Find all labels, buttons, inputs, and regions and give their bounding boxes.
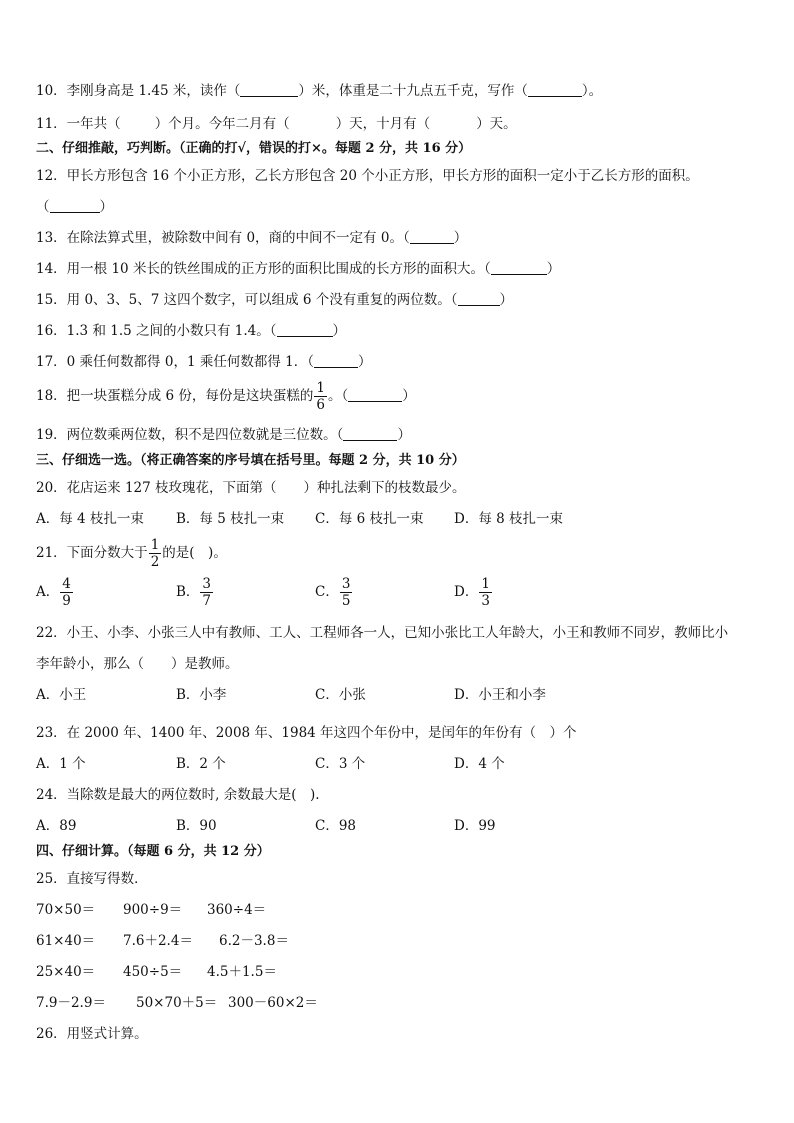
calc-item: 50×70＋5＝ <box>136 995 218 1011</box>
question-17: 17．0 乘任何数都得 0，1 乘任何数都得 1．（ ） <box>36 354 372 370</box>
calc-item: 450÷5＝ <box>123 964 183 980</box>
fraction: $\frac{1}{6}$ <box>316 380 325 413</box>
answer-blank[interactable] <box>491 260 547 275</box>
calc-item: 7.9－2.9＝ <box>36 995 106 1011</box>
option-c[interactable]: C．每 6 枝扎一束 <box>315 511 424 527</box>
question-21: 21．下面分数大于 $\frac{1}{2}$ 的是( )。 <box>36 537 227 570</box>
option-b[interactable]: B．2 个 <box>176 756 226 772</box>
calc-item: 25×40＝ <box>36 964 96 980</box>
option-a[interactable]: A．每 4 枝扎一束 <box>36 511 144 527</box>
calc-item: 70×50＝ <box>36 902 96 918</box>
answer-blank[interactable] <box>343 426 397 441</box>
calc-item: 61×40＝ <box>36 933 96 949</box>
answer-blank[interactable] <box>410 229 454 244</box>
option-d[interactable]: D．4 个 <box>454 756 505 772</box>
answer-blank[interactable] <box>240 82 298 97</box>
question-16: 16．1.3 和 1.5 之间的小数只有 1.4。（ ） <box>36 323 347 339</box>
option-b[interactable]: B．90 <box>176 818 217 834</box>
question-22-cont: 李年龄小，那么（ ）是教师。 <box>36 656 239 672</box>
option-c[interactable]: C．98 <box>315 818 357 834</box>
calc-item: 900÷9＝ <box>123 902 183 918</box>
option-c[interactable]: C．小张 <box>315 687 366 703</box>
question-26: 26．用竖式计算。 <box>36 1026 148 1042</box>
calc-item: 6.2－3.8＝ <box>219 933 289 949</box>
question-14: 14．用一根 10 米长的铁丝围成的正方形的面积比围成的长方形的面积大。（ ） <box>36 261 561 277</box>
question-12-answer: （ ） <box>36 199 113 215</box>
calc-item: 4.5＋1.5＝ <box>207 964 277 980</box>
option-b[interactable]: B． $\frac{3}{7}$ <box>176 576 212 609</box>
option-c[interactable]: C．3 个 <box>315 756 366 772</box>
option-c[interactable]: C． $\frac{3}{5}$ <box>315 576 351 609</box>
calc-item: 7.6＋2.4＝ <box>123 933 193 949</box>
option-b[interactable]: B．每 5 枝扎一束 <box>176 511 285 527</box>
option-d[interactable]: D． $\frac{1}{3}$ <box>454 576 490 609</box>
question-10: 10．李刚身高是 1.45 米，读作（ ）米，体重是二十九点五千克，写作（ ）。 <box>36 83 603 99</box>
question-11: 11．一年共（ ）个月。今年二月有（ ）天，十月有（ ）天。 <box>36 116 517 132</box>
answer-blank[interactable] <box>348 387 402 402</box>
answer-blank[interactable] <box>458 291 500 306</box>
option-d[interactable]: D．99 <box>454 818 496 834</box>
question-24: 24．当除数是最大的两位数时, 余数最大是( ). <box>36 787 320 803</box>
question-18: 18．把一块蛋糕分成 6 份，每份是这块蛋糕的 $\frac{1}{6}$ 。（ ） <box>36 380 416 413</box>
option-b[interactable]: B．小李 <box>176 687 227 703</box>
section-3-heading: 三、仔细选一选。（将正确答案的序号填在括号里。每题 2 分，共 10 分） <box>36 453 465 468</box>
fraction: $\frac{1}{2}$ <box>150 537 160 570</box>
question-19: 19．两位数乘两位数，积不是四位数就是三位数。（ ） <box>36 427 411 443</box>
answer-blank[interactable] <box>314 353 358 368</box>
section-4-heading: 四、仔细计算。（每题 6 分，共 12 分） <box>36 844 270 859</box>
option-a[interactable]: A．89 <box>36 818 77 834</box>
calc-item: 300－60×2＝ <box>228 995 318 1011</box>
question-20: 20．花店运来 127 枝玫瑰花，下面第（ ）种扎法剩下的枝数最少。 <box>36 480 466 496</box>
option-d[interactable]: D．每 8 枝扎一束 <box>454 511 563 527</box>
section-2-heading: 二、仔细推敲，巧判断。（正确的打√，错误的打×。每题 2 分，共 16 分） <box>36 141 472 156</box>
question-15: 15．用 0、3、5、7 这四个数字，可以组成 6 个没有重复的两位数。（ ） <box>36 292 514 308</box>
calc-item: 360÷4＝ <box>207 902 267 918</box>
answer-blank[interactable] <box>50 198 100 213</box>
option-d[interactable]: D．小王和小李 <box>454 687 546 703</box>
option-a[interactable]: A．1 个 <box>36 756 86 772</box>
question-25: 25．直接写得数． <box>36 871 148 887</box>
question-22: 22．小王、小李、小张三人中有教师、工人、工程师各一人，已知小张比工人年龄大，小王和教师不同岁，教师比小 <box>36 625 729 641</box>
answer-blank[interactable] <box>277 322 333 337</box>
option-a[interactable]: A．小王 <box>36 687 87 703</box>
answer-blank[interactable] <box>528 82 582 97</box>
question-12: 12．甲长方形包含 16 个小正方形，乙长方形包含 20 个小正方形，甲长方形的面积一定小于乙长方形的面积。 <box>36 168 699 184</box>
question-13: 13．在除法算式里，被除数中间有 0，商的中间不一定有 0。（ ） <box>36 230 468 246</box>
question-23: 23．在 2000 年、1400 年、2008 年、1984 年这四个年份中，是闰年的年份有（ ）个 <box>36 725 577 741</box>
option-a[interactable]: A． $\frac{4}{9}$ <box>36 576 71 609</box>
